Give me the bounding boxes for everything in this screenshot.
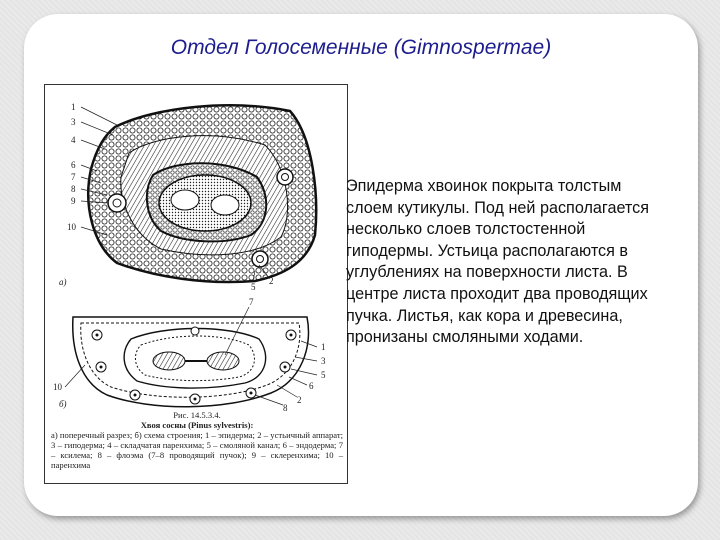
caption-text: а) поперечный разрез; б) схема строения; 1 – эпидерма; 2 – устьичный аппарат; 3 – гиподерма; 4 – складчатая паренхима; 5 – смоляной канал; 6 – эндодерма; 7 – ксилема; 8 – флоэма (7–8 проводящий пучок); 9 – склеренхима; 10 – паренхима	[51, 430, 343, 470]
callout-b-3: 3	[321, 356, 326, 366]
callout-b-10: 10	[53, 382, 62, 392]
pine-needle-figure	[44, 84, 348, 484]
caption-heading: Хвоя сосны (Pinus sylvestris):	[140, 420, 254, 430]
callout-b-7: 7	[249, 297, 254, 307]
part-b-label: б)	[59, 399, 67, 409]
callout-b-2: 2	[297, 395, 302, 405]
callout-2: 2	[269, 276, 274, 286]
schematic-drawing	[73, 317, 309, 407]
callout-6: 6	[71, 160, 76, 170]
callout-b-6: 6	[309, 381, 314, 391]
callout-1: 1	[71, 102, 76, 112]
callout-3: 3	[71, 117, 76, 127]
cross-section-drawing	[88, 105, 316, 282]
callout-10: 10	[67, 222, 76, 232]
callout-4: 4	[71, 135, 76, 145]
description-text: Эпидерма хвоинок покрыта толстым слоем кутикулы. Под ней располагается несколько слоев толстостенной гиподермы. Устьица располагаются в углублениях на поверхности листа. В центре листа проходит два проводящих пучка. Листья, как кора и древесина, пронизаны смоляными ходами.	[346, 177, 650, 347]
callout-8: 8	[71, 184, 76, 194]
callout-b-1: 1	[321, 342, 326, 352]
callout-9: 9	[71, 196, 76, 206]
caption-number: Рис. 14.5.3.4.	[173, 410, 221, 420]
slide-title: Отдел Голосеменные (Gimnospermae)	[170, 36, 552, 59]
figure-caption	[51, 410, 343, 470]
callout-5: 5	[251, 282, 256, 292]
part-a-label: а)	[59, 277, 67, 287]
slide-card	[24, 14, 698, 516]
callout-b-8: 8	[283, 403, 288, 413]
callout-7: 7	[71, 172, 76, 182]
callout-b-5: 5	[321, 370, 326, 380]
